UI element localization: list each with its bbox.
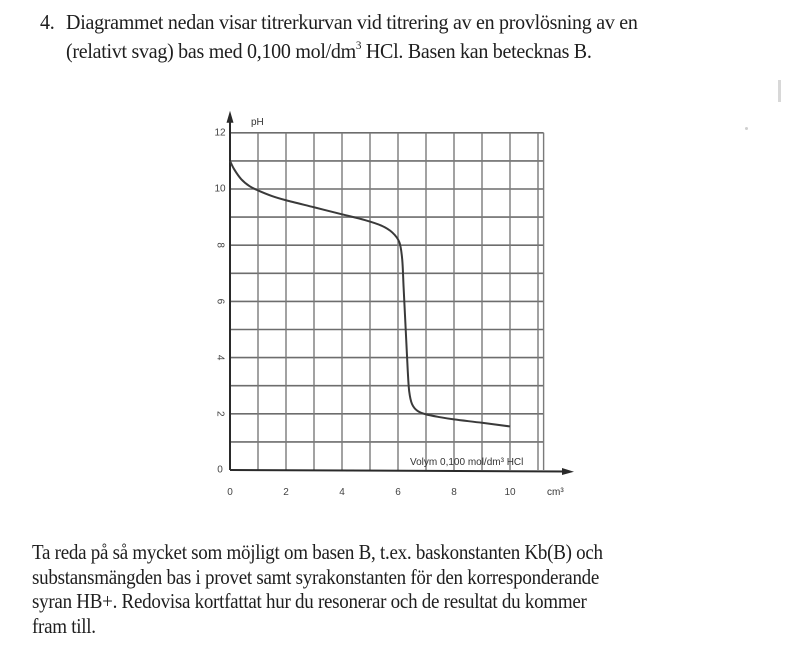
- intro-line-1: Diagrammet nedan visar titrerkurvan vid titrering av en provlösning av en: [66, 10, 638, 34]
- x-axis-unit: cm³: [547, 487, 564, 498]
- x-axis-label: Volym 0,100 mol/dm³ HCl: [410, 457, 524, 468]
- y-axis-label: pH: [251, 117, 264, 128]
- x-tick-label: 0: [227, 487, 233, 498]
- body-line-4: fram till.: [32, 613, 96, 638]
- body-line-3: syran HB+. Redovisa kortfattat hur du resonerar och de resultat du kommer: [32, 589, 587, 613]
- y-tick-label: 12: [214, 127, 226, 139]
- x-tick-labels: [227, 487, 516, 498]
- chart-grid: [230, 133, 544, 470]
- intro-line-2-pre: (relativt svag) bas med 0,100 mol/dm: [66, 39, 356, 63]
- x-tick-label: 2: [283, 487, 289, 498]
- y-tick-label: 6: [214, 298, 226, 305]
- intro-line-2-sup: 3: [355, 38, 362, 52]
- chart-axes: [227, 111, 575, 475]
- y-axis-arrow-icon: [227, 111, 234, 123]
- question-body: [32, 540, 756, 638]
- y-tick-label: 0: [217, 464, 223, 476]
- x-tick-label: 4: [339, 487, 345, 498]
- x-tick-label: 10: [504, 487, 516, 498]
- x-tick-label: 8: [451, 487, 457, 498]
- intro-line-2-post: HCl. Basen kan betecknas B.: [361, 39, 592, 63]
- question-number: 4.: [40, 10, 55, 34]
- body-line-1: Ta reda på så mycket som möjligt om basen B, t.ex. baskonstanten Kb(B) och: [32, 540, 603, 564]
- x-axis-line: [230, 470, 568, 472]
- y-tick-label: 4: [214, 354, 226, 361]
- y-tick-label: 2: [214, 411, 226, 417]
- y-tick-label: 8: [214, 242, 226, 248]
- y-tick-label: 10: [214, 183, 226, 195]
- y-tick-labels: [214, 127, 226, 475]
- body-line-2: substansmängden bas i provet samt syrakonstanten för den korresponderande: [32, 564, 600, 589]
- x-tick-label: 6: [395, 487, 401, 498]
- x-axis-arrow-icon: [562, 468, 574, 475]
